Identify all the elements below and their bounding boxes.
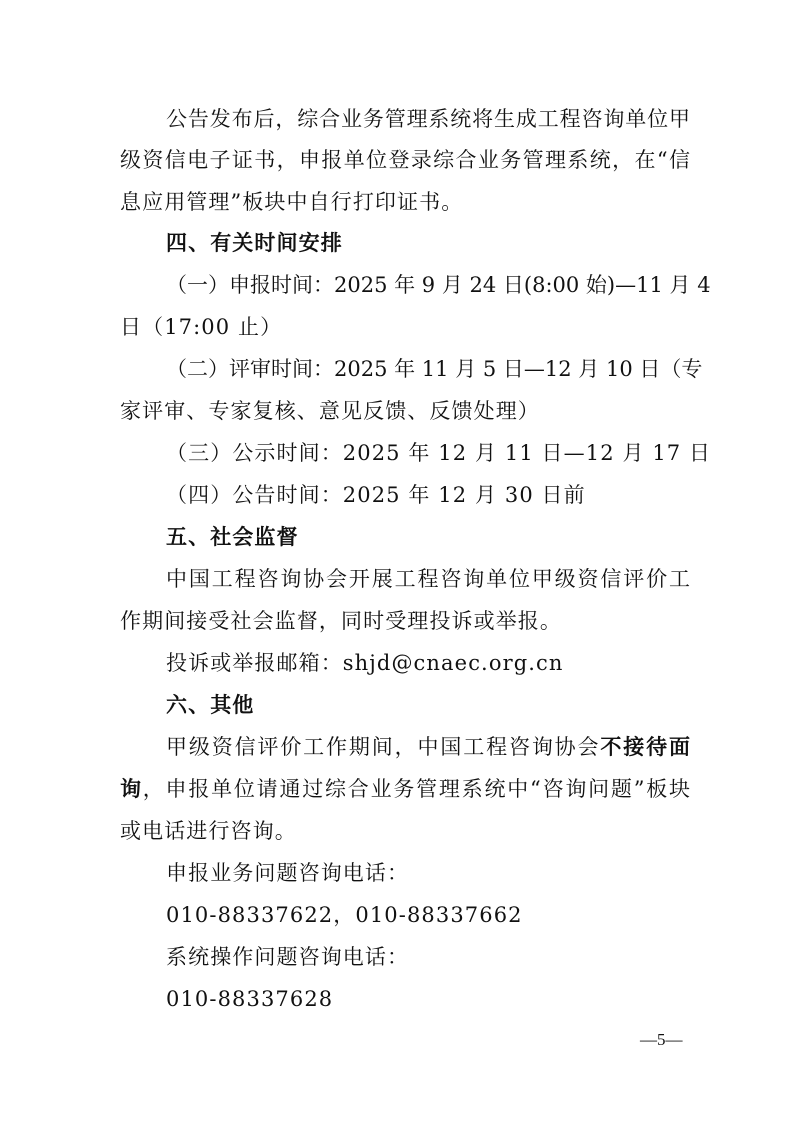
contact-phones: 010-88337628 — [166, 987, 334, 1011]
paragraph-line: 作期间接受社会监督，同时受理投诉或举报。 — [120, 609, 562, 633]
schedule-item: 日（17:00 止） — [120, 315, 283, 339]
schedule-item: （三）公示时间：2025 年 12 月 11 日—12 月 17 日 — [166, 441, 712, 465]
schedule-item: （一）申报时间：2025 年 9 月 24 日(8:00 始)—11 月 4 — [166, 273, 711, 297]
contact-phones: 010-88337622，010-88337662 — [166, 903, 523, 927]
schedule-item: （四）公告时间：2025 年 12 月 30 日前 — [166, 483, 586, 507]
contact-label: 申报业务问题咨询电话： — [166, 861, 410, 885]
section-heading: 四、有关时间安排 — [166, 231, 343, 255]
paragraph-line: 或电话进行咨询。 — [120, 819, 297, 843]
paragraph-line: 级资信电子证书，申报单位登录综合业务管理系统，在“信 — [120, 148, 690, 172]
contact-label: 系统操作问题咨询电话： — [166, 945, 410, 969]
emphasis-text: 询 — [120, 777, 143, 801]
text-segment: 甲级资信评价工作期间，中国工程咨询协会 — [166, 735, 601, 759]
schedule-item: 家评审、专家复核、意见反馈、反馈处理） — [120, 399, 540, 423]
paragraph-line — [120, 775, 690, 803]
email-line: 投诉或举报邮箱：shjd@cnaec.org.cn — [166, 651, 564, 675]
emphasis-text: 不接待面 — [600, 735, 691, 759]
page-number: —5— — [640, 1030, 683, 1049]
paragraph-line: 息应用管理”板块中自行打印证书。 — [120, 190, 464, 214]
text-segment: ，申报单位请通过综合业务管理系统中“咨询问题”板块 — [142, 777, 690, 801]
paragraph-line — [166, 733, 690, 761]
paragraph-line: 公告发布后，综合业务管理系统将生成工程咨询单位甲 — [166, 107, 690, 131]
paragraph-line: 中国工程咨询协会开展工程咨询单位甲级资信评价工 — [166, 567, 690, 591]
schedule-item: （二）评审时间：2025 年 11 月 5 日—12 月 10 日（专 — [166, 357, 703, 381]
section-heading: 六、其他 — [166, 693, 255, 717]
section-heading: 五、社会监督 — [166, 525, 299, 549]
